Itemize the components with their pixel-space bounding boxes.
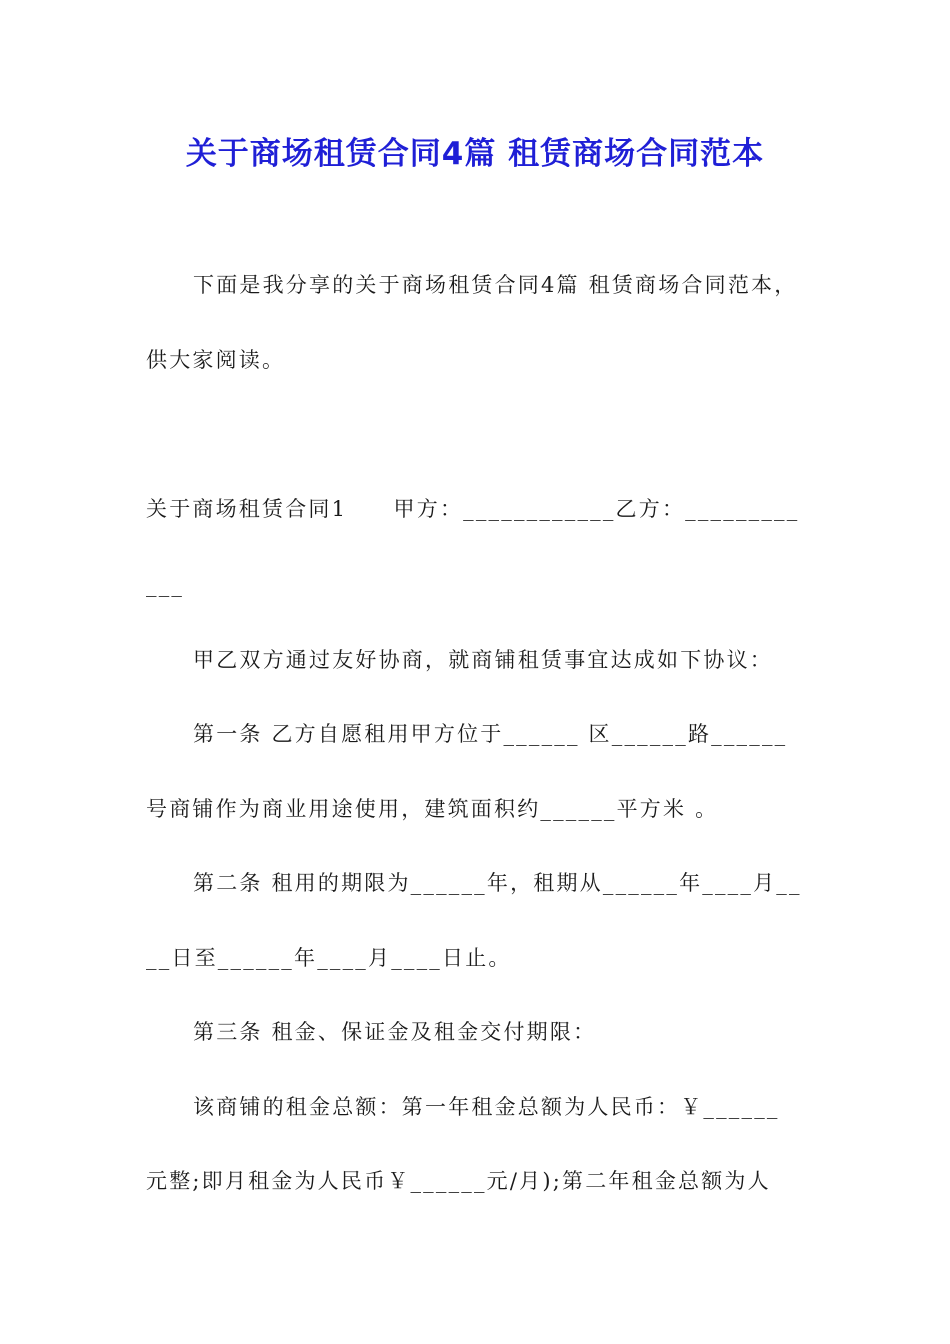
article-1-line-1: 第一条 乙方自愿租用甲方位于______ 区______路______ — [193, 722, 788, 746]
contract-heading-line: 关于商场租赁合同1 甲方：____________乙方：_________ — [146, 497, 800, 521]
contract-heading-continuation: ___ — [146, 573, 185, 597]
article-1-line-2: 号商铺作为商业用途使用，建筑面积约______平方米 。 — [146, 797, 719, 821]
document-title: 关于商场租赁合同4篇 租赁商场合同范本 — [185, 136, 765, 172]
rent-line-1: 该商铺的租金总额：第一年租金总额为人民币：￥______ — [193, 1095, 780, 1119]
article-2-line-2: __日至______年____月____日止。 — [146, 946, 512, 970]
rent-line-2: 元整;即月租金为人民币￥______元/月);第二年租金总额为人 — [146, 1169, 771, 1193]
intro-line-2: 供大家阅读。 — [146, 348, 286, 372]
article-2-line-1: 第二条 租用的期限为______年，租期从______年____月__ — [193, 871, 802, 895]
agreement-intro: 甲乙双方通过友好协商，就商铺租赁事宜达成如下协议： — [193, 648, 773, 672]
intro-line-1: 下面是我分享的关于商场租赁合同4篇 租赁商场合同范本， — [193, 273, 798, 297]
article-3-heading: 第三条 租金、保证金及租金交付期限： — [193, 1020, 597, 1044]
